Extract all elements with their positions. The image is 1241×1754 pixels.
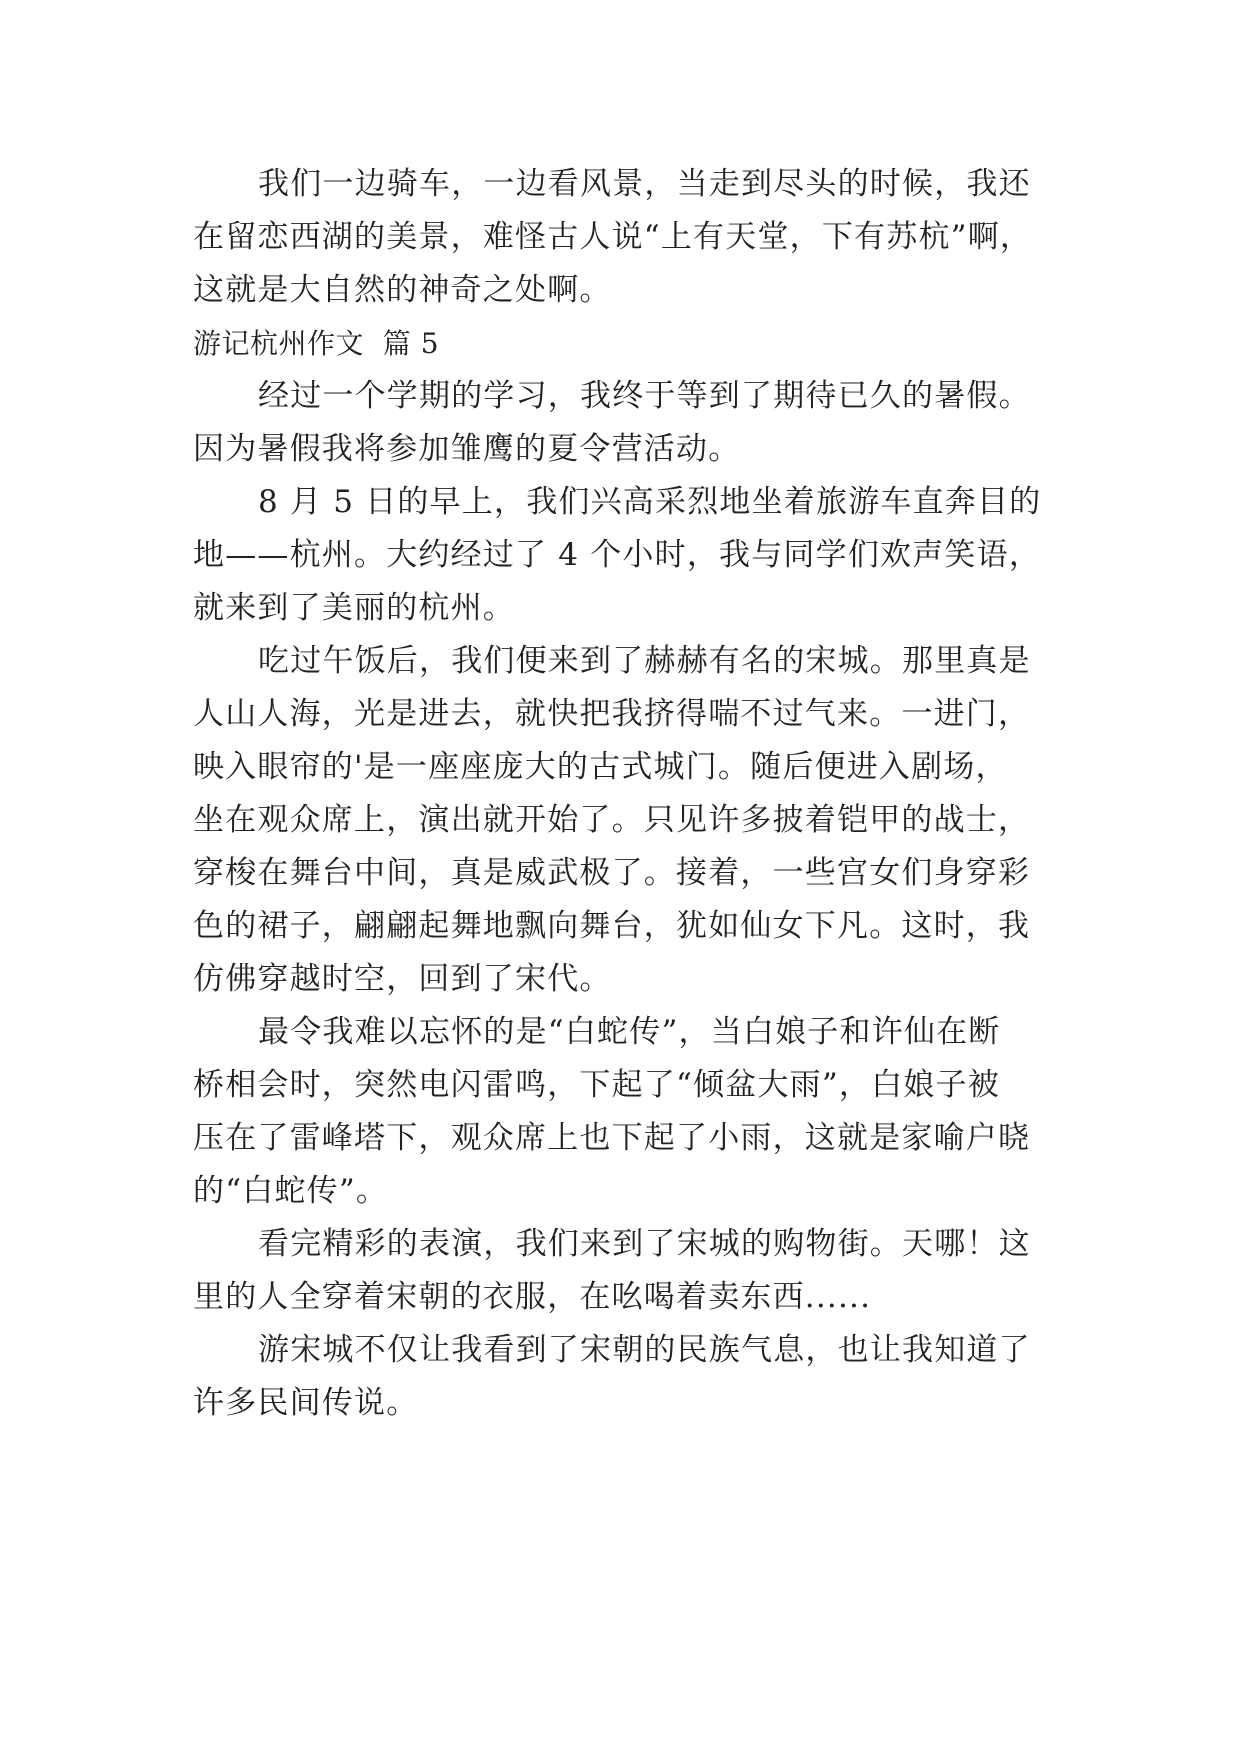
- paragraph-line: 桥相会时，突然电闪雷鸣，下起了“倾盆大雨”，白娘子被: [193, 1067, 1000, 1103]
- section-heading: 游记杭州作文 篇 5: [193, 327, 440, 360]
- paragraph-line: 游宋城不仅让我看到了宋朝的民族气息，也让我知道了: [258, 1332, 1031, 1368]
- paragraph-line: 的“白蛇传”。: [193, 1173, 389, 1209]
- document-body: [193, 158, 1059, 1430]
- paragraph-line: 坐在观众席上，演出就开始了。只见许多披着铠甲的战士，: [193, 802, 1031, 838]
- paragraph-line: 地——杭州。大约经过了 4 个小时，我与同学们欢声笑语，: [193, 537, 1042, 573]
- paragraph-line: 因为暑假我将参加雏鹰的夏令营活动。: [193, 431, 741, 467]
- paragraph-line: 这就是大自然的神奇之处啊。: [193, 272, 612, 308]
- paragraph-line: 人山人海，光是进去，就快把我挤得喘不过气来。一进门，: [193, 696, 1031, 732]
- paragraph-line: 许多民间传说。: [193, 1385, 419, 1421]
- paragraph-line: 就来到了美丽的杭州。: [193, 590, 515, 626]
- paragraph-line: 看完精彩的表演，我们来到了宋城的购物街。天哪！这: [258, 1226, 1031, 1262]
- paragraph-line: 经过一个学期的学习，我终于等到了期待已久的暑假。: [258, 378, 1031, 414]
- paragraph-line: 最令我难以忘怀的是“白蛇传”，当白娘子和许仙在断: [258, 1014, 1001, 1050]
- paragraph-line: 里的人全穿着宋朝的衣服，在吆喝着卖东西......: [193, 1279, 872, 1315]
- paragraph-line: 穿梭在舞台中间，真是威武极了。接着，一些宫女们身穿彩: [193, 855, 1031, 891]
- paragraph-line: 压在了雷峰塔下，观众席上也下起了小雨，这就是家喻户晓: [193, 1120, 1031, 1156]
- paragraph-line: 映入眼帘的'是一座座庞大的古式城门。随后便进入剧场，: [193, 749, 1008, 785]
- paragraph-line: 仿佛穿越时空，回到了宋代。: [193, 961, 612, 997]
- paragraph-line: 在留恋西湖的美景，难怪古人说“上有天堂，下有苏杭”啊，: [193, 219, 1033, 255]
- paragraph-line: 8 月 5 日的早上，我们兴高采烈地坐着旅游车直奔目的: [258, 484, 1042, 520]
- paragraph-line: 色的裙子，翩翩起舞地飘向舞台，犹如仙女下凡。这时，我: [193, 908, 1031, 944]
- paragraph-line: 我们一边骑车，一边看风景，当走到尽头的时候，我还: [258, 166, 1031, 202]
- paragraph-line: 吃过午饭后，我们便来到了赫赫有名的宋城。那里真是: [258, 643, 1031, 679]
